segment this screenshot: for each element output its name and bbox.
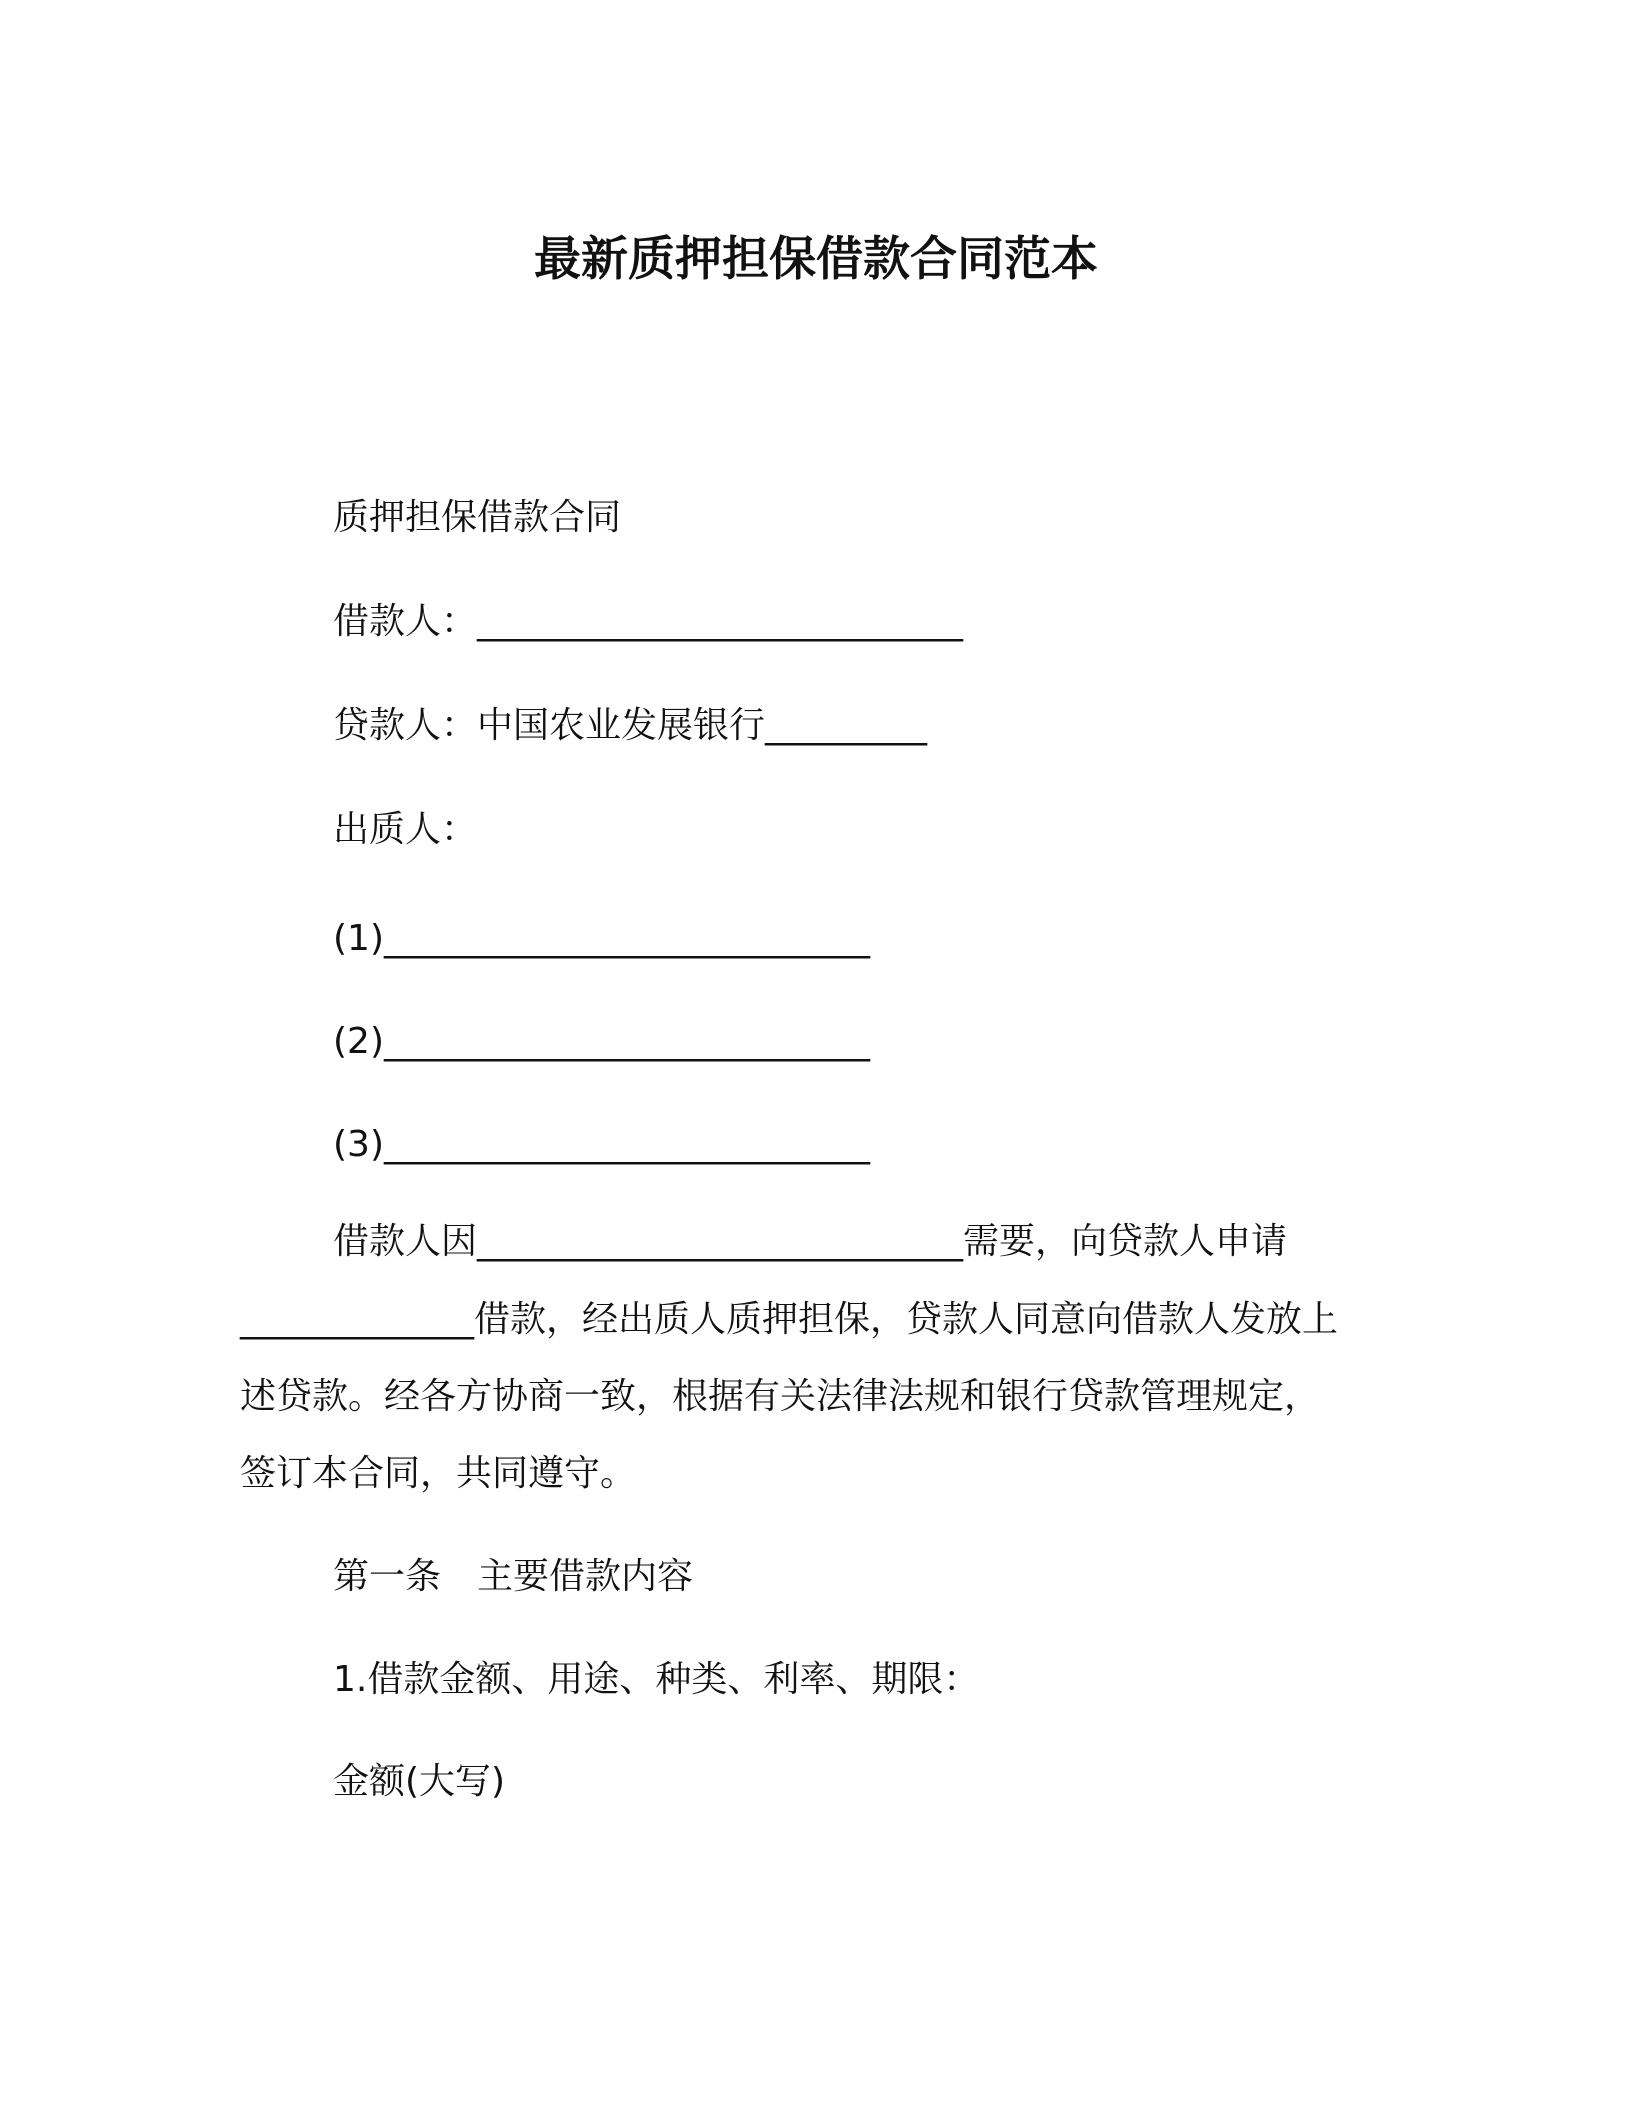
document-title: 最新质押担保借款合同范本 [534,232,1098,287]
pledgor-label: 出质人： [333,809,478,850]
article-1-item-1: 1.借款金额、用途、种类、利率、期限： [333,1659,980,1700]
pledgor-2-line: (2)___________________________ [333,1021,870,1062]
preamble-line-4: 签订本合同，共同遵守。 [240,1453,637,1494]
article-1-heading: 第一条 主要借款内容 [333,1556,694,1597]
borrower-line: 借款人：___________________________ [333,601,964,642]
pledgor-1-line: (1)___________________________ [333,918,870,959]
pledgor-3-line: (3)___________________________ [333,1124,870,1165]
preamble-line-2: _____________借款，经出质人质押担保，贷款人同意向借款人发放上 [240,1299,1339,1340]
preamble-line-3: 述贷款。经各方协商一致，根据有关法律法规和银行贷款管理规定， [240,1376,1321,1417]
lender-line: 贷款人：中国农业发展银行_________ [333,705,928,746]
preamble-line-1: 借款人因___________________________需要，向贷款人申请 [333,1221,1288,1262]
amount-label: 金额(大写) [333,1761,506,1802]
contract-heading: 质押担保借款合同 [333,497,622,538]
